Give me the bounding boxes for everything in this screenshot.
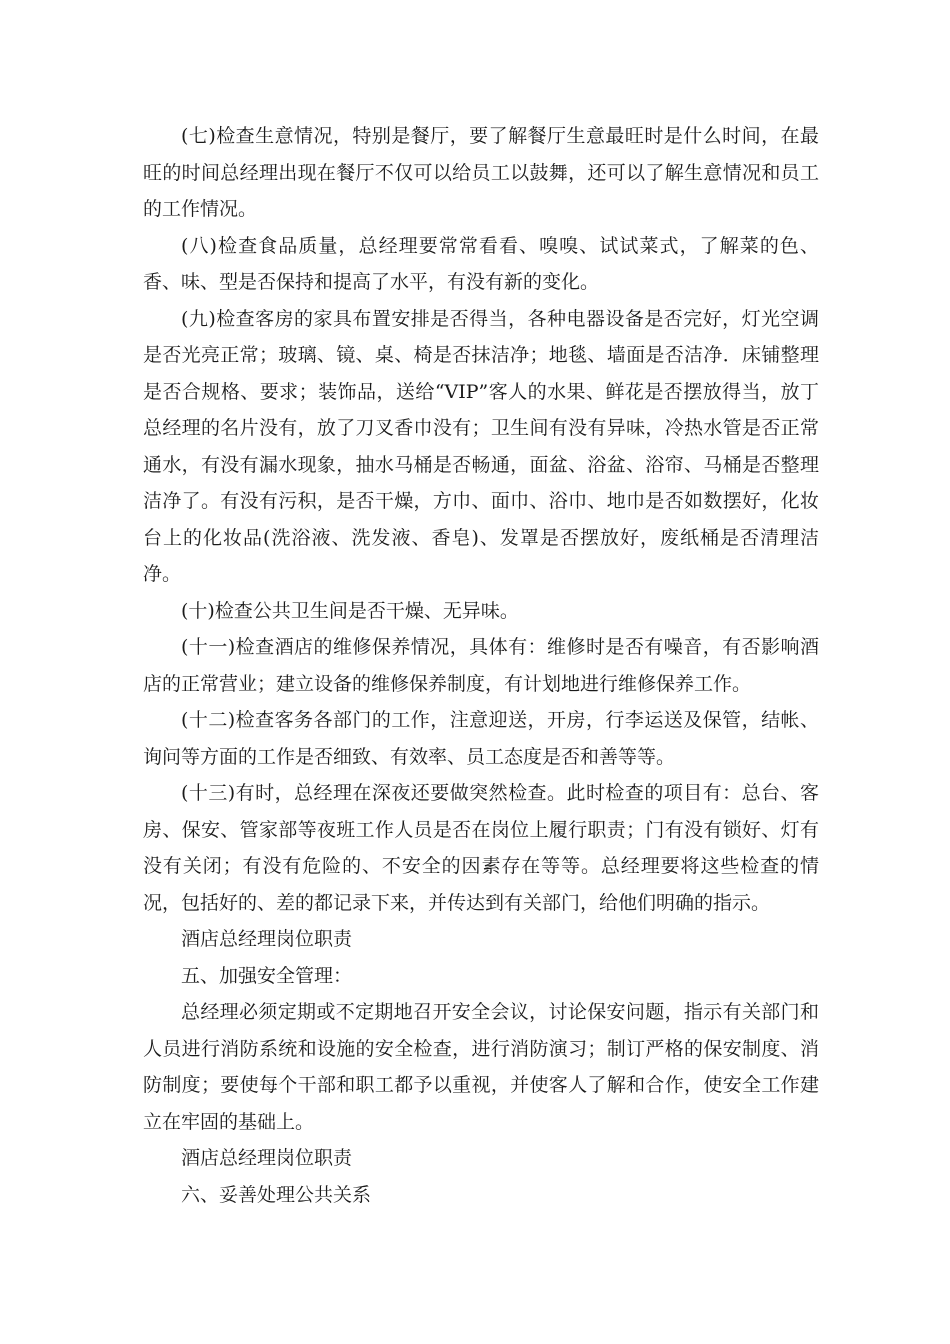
- paragraph-night-inspection: (十三)有时，总经理在深夜还要做突然检查。此时检查的项目有：总台、客房、保安、管家部等夜班工作人员是否在岗位上履行职责；门有没有锁好、灯有没有关闭；有没有危险的、不安全的因素存在等等。总经理要将这些检查的情况，包括好的、差的都记录下来，并传达到有关部门，给他们明确的指示。: [143, 782, 819, 914]
- paragraph-inspect-rooms: (九)检查客房的家具布置安排是否得当，各种电器设备是否完好，灯光空调是否光亮正常；玻璃、镜、桌、椅是否抹洁净；地毯、墙面是否洁净．床铺整理是否合规格、要求；装饰品，送给“VIP”客人的水果、鲜花是否摆放得当，放丁总经理的名片没有，放了刀叉香巾没有；卫生间有没有异味，冷热水管是否正常通水，有没有漏水现象，抽水马桶是否畅通，面盆、浴盆、浴帘、马桶是否整理洁净了。有没有污积，是否干燥，方巾、面巾、浴巾、地巾是否如数摆好，化妆台上的化妆品(洗浴液、洗发液、香皂)、发罩是否摆放好，废纸桶是否清理洁净。: [143, 307, 819, 585]
- section-heading-safety: 五、加强安全管理：: [181, 964, 353, 987]
- paragraph-inspect-departments: (十二)检查客务各部门的工作，注意迎送，开房，行李运送及保管，结帐、询问等方面的工作是否细致、有效率、员工态度是否和善等等。: [143, 709, 819, 768]
- paragraph-inspect-food: (八)检查食品质量，总经理要常常看看、嗅嗅、试试菜式，了解菜的色、香、味、型是否保持和提高了水平，有没有新的变化。: [143, 234, 819, 293]
- paragraph-inspect-business: (七)检查生意情况，特别是餐厅，要了解餐厅生意最旺时是什么时间，在最旺的时间总经理出现在餐厅不仅可以给员工以鼓舞，还可以了解生意情况和员工的工作情况。: [143, 125, 819, 220]
- section-heading-public-relations: 六、妥善处理公共关系: [181, 1183, 372, 1206]
- paragraph-inspect-restrooms: (十)检查公共卫生间是否干燥、无异味。: [181, 599, 519, 622]
- paragraph-inspect-maintenance: (十一)检查酒店的维修保养情况，具体有：维修时是否有噪音，有否影响酒店的正常营业；建立设备的维修保养制度，有计划地进行维修保养工作。: [143, 636, 819, 695]
- document-body: [143, 118, 819, 1213]
- section-heading-duties-2: 酒店总经理岗位职责: [181, 1147, 353, 1169]
- paragraph-safety-management: 总经理必须定期或不定期地召开安全会议，讨论保安问题，指示有关部门和人员进行消防系统和设施的安全检查，进行消防演习；制订严格的保安制度、消防制度；要使每个干部和职工都予以重视，并使客人了解和合作，使安全工作建立在牢固的基础上。: [143, 1001, 819, 1133]
- section-heading-duties: 酒店总经理岗位职责: [181, 928, 353, 950]
